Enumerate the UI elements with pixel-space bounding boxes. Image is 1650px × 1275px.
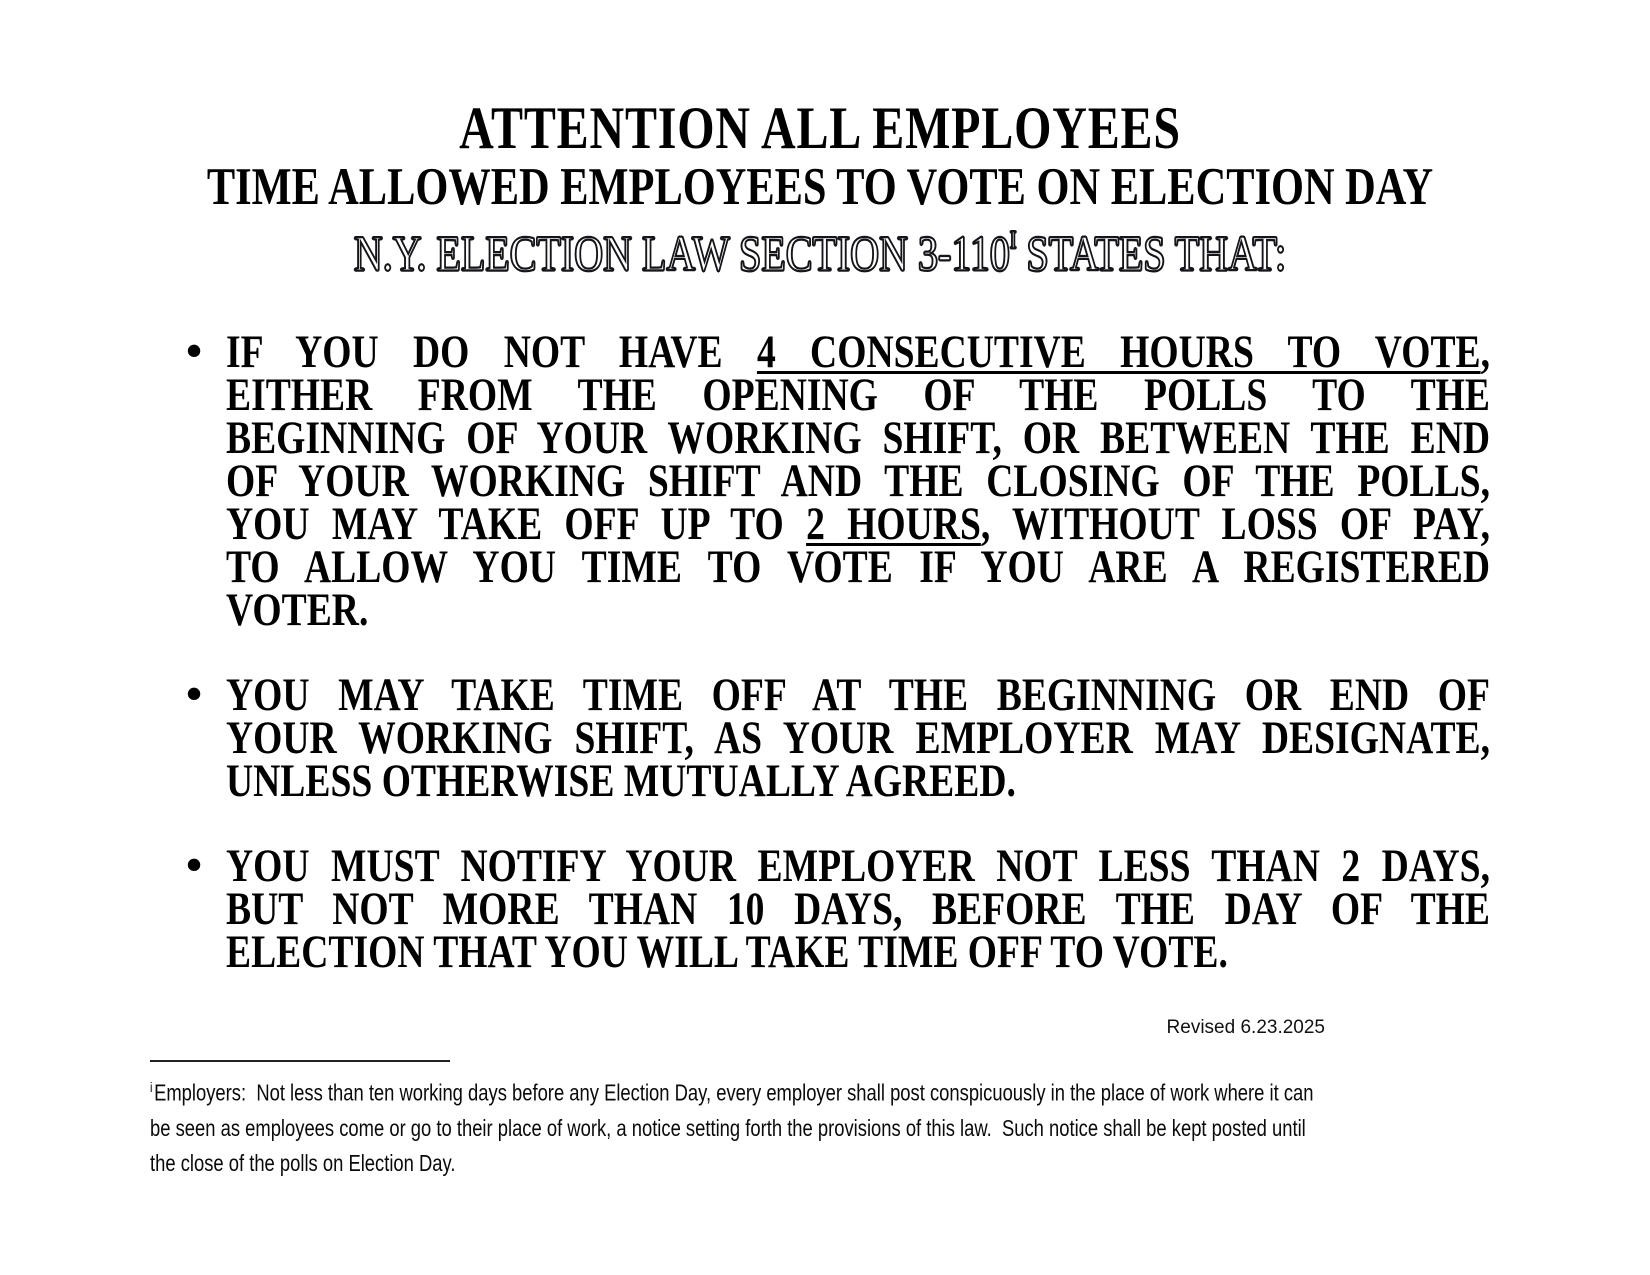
text-segment: YOU MAY TAKE OFF UP TO [226, 498, 807, 550]
bullet-text-line [226, 541, 1490, 593]
text-segment: YOU MUST NOTIFY YOUR EMPLOYER NOT LESS THAN 2 DAYS, [226, 840, 1490, 892]
bullet-marker-icon: • [186, 325, 203, 376]
bullet-text-line [226, 326, 1491, 378]
footnote [150, 1070, 1490, 1181]
text-segment: UNLESS OTHERWISE MUTUALLY AGREED. [226, 755, 1016, 807]
underlined-phrase: 4 CONSECUTIVE HOURS TO VOTE [756, 326, 1481, 378]
bullet-marker-icon: • [186, 668, 203, 719]
page-title: ATTENTION ALL EMPLOYEES [459, 95, 1181, 161]
text-segment: YOU MAY TAKE TIME OFF AT THE BEGINNING OR END OF [226, 669, 1490, 721]
text-segment: EITHER FROM THE OPENING OF THE POLLS TO THE [226, 369, 1490, 421]
footnote-ref-superscript: I [1009, 227, 1017, 254]
bullet-text-line [226, 455, 1490, 507]
text-segment: , [1480, 326, 1491, 378]
law-reference-heading [150, 213, 1490, 281]
text-segment: ELECTION THAT YOU WILL TAKE TIME OFF TO VOTE. [226, 926, 1228, 978]
bullet-item [150, 839, 1490, 978]
bullet-item [150, 668, 1490, 807]
text-segment: IF YOU DO NOT HAVE [226, 326, 757, 378]
text-segment: YOUR WORKING SHIFT, AS YOUR EMPLOYER MAY DESIGNATE, [226, 712, 1490, 764]
revision-date: Revised 6.23.2025 [1166, 1017, 1325, 1038]
underlined-phrase: 2 HOURS [806, 498, 981, 550]
footnote-line: $^i$Employers: Not less than ten working days before any Election Day, every employer shall post conspicuously in the place of work where it can [150, 1079, 1314, 1106]
bullet-item [150, 325, 1491, 636]
bullet-text-line [226, 755, 1490, 807]
bullet-list [150, 325, 1491, 978]
footnote-ref-superscript: i [150, 1080, 153, 1095]
text-segment: TO ALLOW YOU TIME TO VOTE IF YOU ARE A REGISTERED [226, 541, 1490, 593]
title-block [150, 95, 1490, 281]
text-segment: , WITHOUT LOSS OF PAY, [980, 498, 1490, 550]
law-reference-text: N.Y. ELECTION LAW SECTION 3-110 [353, 225, 1010, 281]
notice-content [150, 95, 1490, 1181]
bullet-text-line [226, 584, 1490, 636]
footnote-line: the close of the polls on Election Day. [150, 1149, 456, 1176]
text-segment: VOTER. [226, 584, 369, 636]
footnote-line: be seen as employees come or go to their place of work, a notice setting forth the provisions of this law. Such notice shall be kept posted until [150, 1114, 1306, 1141]
law-reference-suffix: STATES THAT: [1016, 225, 1287, 281]
bullet-text-line [226, 369, 1490, 421]
footnote-separator [150, 1060, 450, 1062]
bullet-text-line [226, 498, 1490, 550]
bullet-text-line [226, 712, 1490, 764]
bullet-text-line [226, 840, 1490, 892]
bullet-text-line [226, 883, 1490, 935]
text-segment: BUT NOT MORE THAN 10 DAYS, BEFORE THE DAY OF THE [226, 883, 1490, 935]
text-segment: OF YOUR WORKING SHIFT AND THE CLOSING OF THE POLLS, [226, 455, 1490, 507]
page-subtitle: TIME ALLOWED EMPLOYEES TO VOTE ON ELECTION DAY [206, 158, 1434, 216]
bullet-marker-icon: • [186, 839, 203, 890]
bullet-text-line [226, 926, 1490, 978]
bullet-text-line [226, 669, 1490, 721]
text-segment: BEGINNING OF YOUR WORKING SHIFT, OR BETWEEN THE END [226, 412, 1490, 464]
bullet-text-line [226, 412, 1490, 464]
